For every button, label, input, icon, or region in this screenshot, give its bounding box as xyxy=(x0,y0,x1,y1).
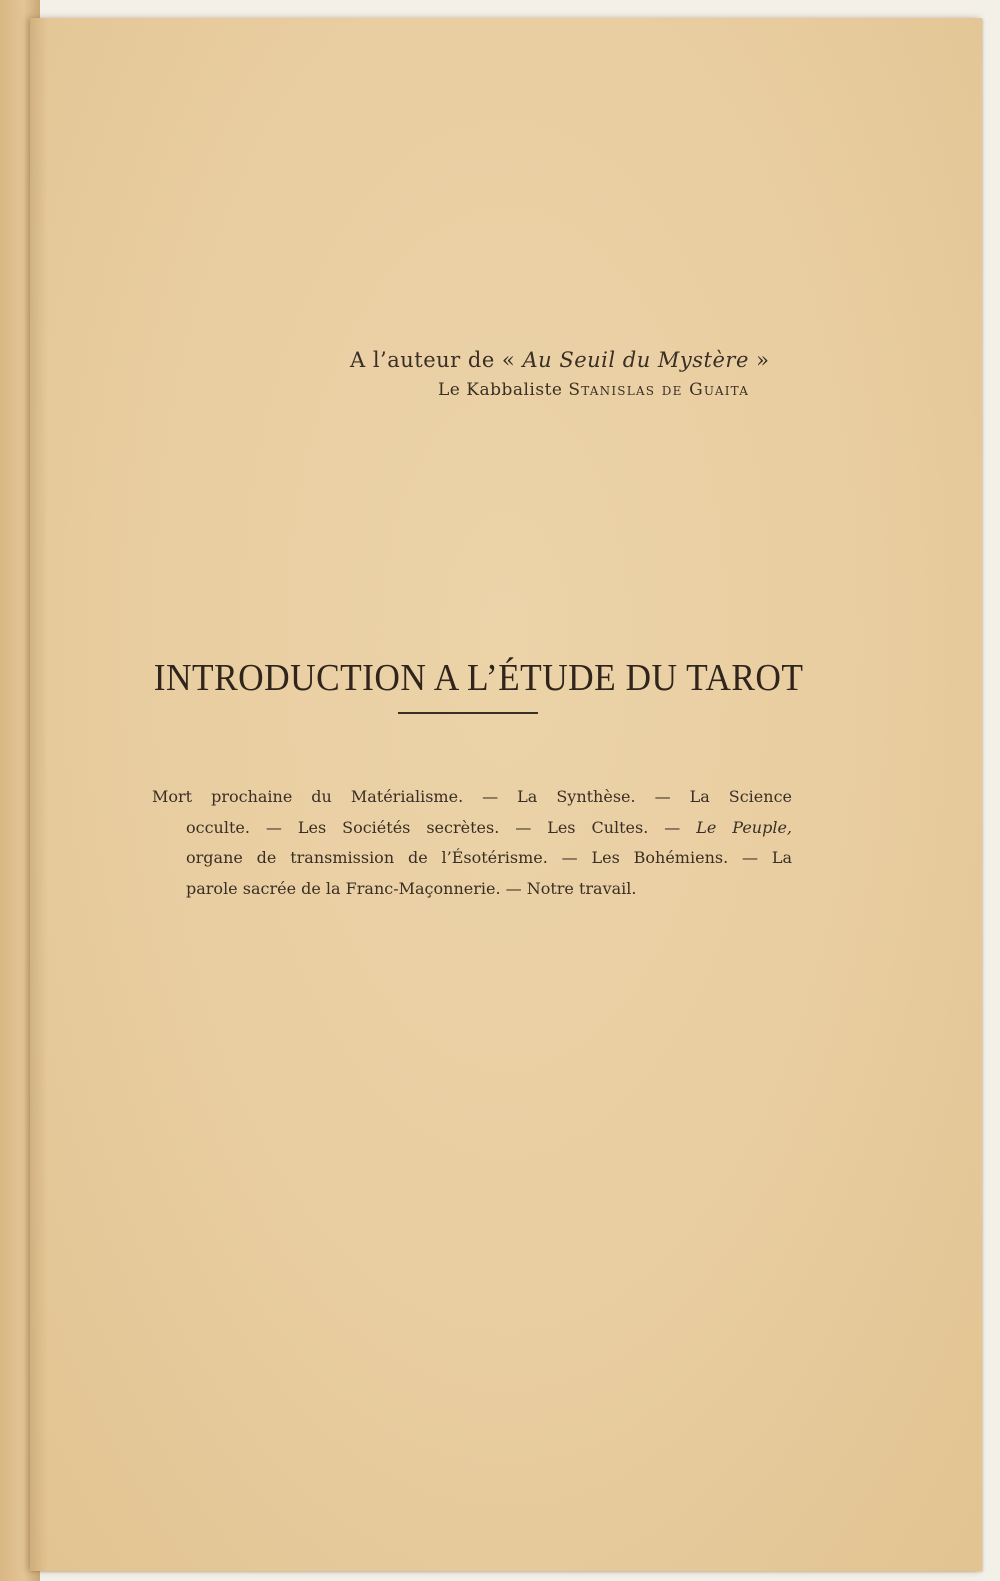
summary-line-3: organe de transmission de l’Ésotérisme. — Les Bohémiens. — La xyxy=(186,848,792,867)
dedication-author-name: Stanislas de Guaita xyxy=(568,380,750,400)
gutter-shadow xyxy=(30,18,48,1571)
summary-line-4: parole sacrée de la Franc-Maçonnerie. — Notre travail. xyxy=(186,878,637,898)
summary-line-2-text: occulte. — Les Sociétés secrètes. — Les Cultes. — xyxy=(186,817,697,837)
dedication-book-title: Au Seuil du Mystère xyxy=(522,348,749,372)
dedication-suffix: » xyxy=(748,348,770,372)
dedication xyxy=(350,348,810,400)
dedication-author-prefix: Le Kabbaliste xyxy=(438,380,569,400)
summary-line-2 xyxy=(186,813,792,844)
dedication-line-2 xyxy=(438,380,810,400)
chapter-title: INTRODUCTION A L’ÉTUDE DU TAROT xyxy=(153,657,804,699)
summary-line-1: Mort prochaine du Matérialisme. — La Synthèse. — La Science xyxy=(152,787,792,806)
summary-line-2-italic: Le Peuple, xyxy=(696,817,792,837)
dedication-prefix: A l’auteur de « xyxy=(350,348,523,372)
chapter-summary xyxy=(152,782,792,904)
book-page xyxy=(30,18,982,1571)
dedication-line-1 xyxy=(350,348,810,372)
title-rule xyxy=(398,712,538,714)
